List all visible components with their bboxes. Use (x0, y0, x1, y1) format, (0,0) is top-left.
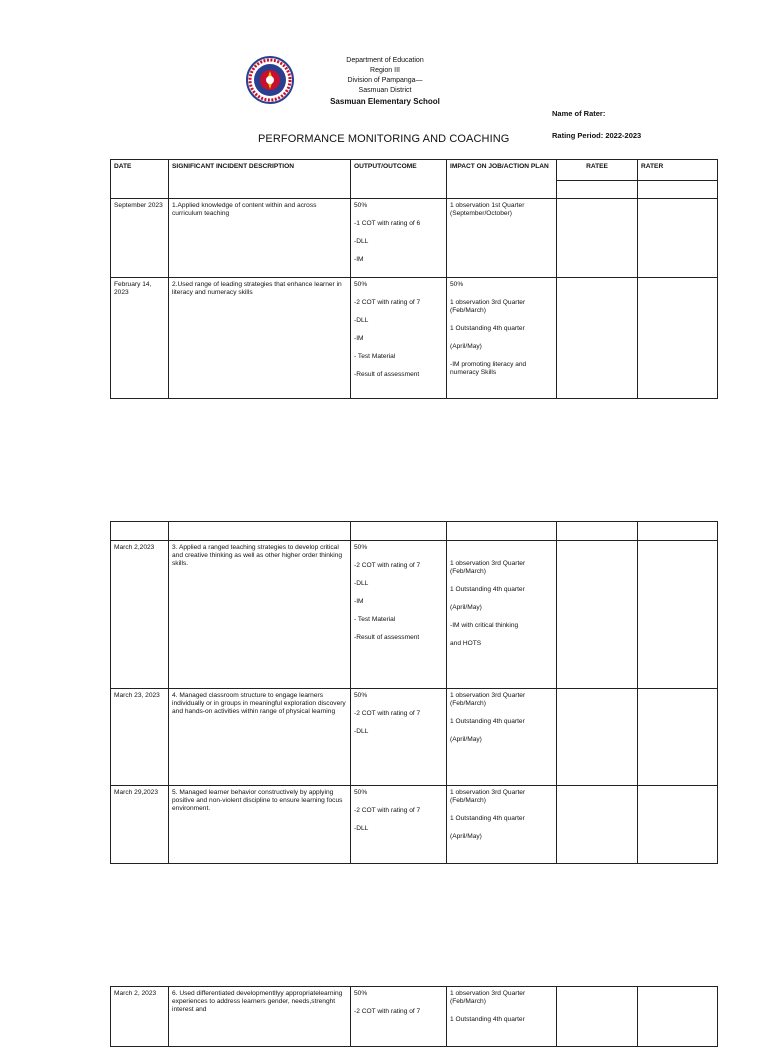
date-cell: March 29,2023 (111, 786, 169, 864)
date-cell: September 2023 (111, 199, 169, 278)
ratee-cell (557, 987, 638, 1047)
impact-cell: 1 observation 3rd Quarter (Feb/March) 1 Outstanding 4th quarter (April/May) (447, 786, 557, 864)
ratee-cell (557, 199, 638, 278)
incident-cell: 4. Managed classroom structure to engage learners individually or in groups in meaningful exploration discovery and hands-on activities within range of physical learning (169, 689, 351, 786)
impact-cell: 50% 1 observation 3rd Quarter (Feb/March) 1 Outstanding 4th quarter (April/May) -IM promoting literacy and numeracy Skills (447, 278, 557, 399)
table-row (111, 987, 718, 1047)
header-impact: IMPACT ON JOB/ACTION PLAN (447, 160, 557, 199)
ratee-cell (557, 541, 638, 689)
date-cell: March 2,2023 (111, 541, 169, 689)
output-cell: 50% -2 COT with rating of 7 -DLL -IM - Test Material -Result of assessment (351, 278, 447, 399)
deped-seal (245, 55, 295, 105)
table-row (111, 199, 718, 278)
impact-cell: 1 observation 3rd Quarter (Feb/March) 1 Outstanding 4th quarter (April/May) (447, 689, 557, 786)
incident-cell: 6. Used differentiated developmentllyy appropriatelearning experiences to address learners gender, needs,strenght interest and (169, 987, 351, 1047)
rater-name-label: Name of Rater: (552, 109, 606, 118)
table-row (111, 689, 718, 786)
rater-cell (638, 689, 718, 786)
ratee-subheader-cell (557, 181, 638, 199)
output-cell: 50% -2 COT with rating of 7 -DLL (351, 786, 447, 864)
table-row (111, 541, 718, 689)
impact-cell: 1 observation 3rd Quarter (Feb/March) 1 Outstanding 4th quarter (447, 987, 557, 1047)
incident-cell: 1.Applied knowledge of content within and across curriculum teaching (169, 199, 351, 278)
ratee-cell (557, 278, 638, 399)
district-name: Sasmuan District (358, 87, 412, 94)
ratee-cell (557, 689, 638, 786)
output-cell: 50% -1 COT with rating of 6 -DLL -IM (351, 199, 447, 278)
blank-header-row (111, 522, 718, 541)
rater-cell (638, 199, 718, 278)
rater-subheader-cell (638, 181, 718, 199)
performance-table-2 (110, 521, 718, 864)
table-row (111, 786, 718, 864)
performance-table-3 (110, 986, 718, 1047)
impact-cell: 1 observation 3rd Quarter (Feb/March) 1 Outstanding 4th quarter (April/May) -IM with critical thinking and HOTS (447, 541, 557, 689)
performance-table-1 (110, 159, 718, 399)
impact-cell: 1 observation 1st Quarter (September/October) (447, 199, 557, 278)
ratee-cell (557, 786, 638, 864)
header-ratee: RATEE (557, 160, 638, 181)
header-rater: RATER (638, 160, 718, 181)
rater-cell (638, 278, 718, 399)
rater-cell (638, 786, 718, 864)
output-cell: 50% -2 COT with rating of 7 -DLL -IM - Test Material -Result of assessment (351, 541, 447, 689)
school-name: Sasmuan Elementary School (330, 97, 440, 106)
region-name: Region III (370, 67, 400, 74)
header-output: OUTPUT/OUTCOME (351, 160, 447, 199)
rating-period-label: Rating Period: 2022-2023 (552, 131, 642, 140)
output-cell: 50% -2 COT with rating of 7 (351, 987, 447, 1047)
output-cell: 50% -2 COT with rating of 7 -DLL (351, 689, 447, 786)
incident-cell: 2.Used range of leading strategies that enhance learner in literacy and numeracy skills (169, 278, 351, 399)
division-name: Division of Pampanga— (347, 77, 423, 84)
header-incident: SIGNIFICANT INCIDENT DESCRIPTION (169, 160, 351, 199)
table-row (111, 278, 718, 399)
date-cell: March 23, 2023 (111, 689, 169, 786)
header-date: DATE (111, 160, 169, 199)
agency-name: Department of Education (346, 57, 424, 64)
date-cell: March 2, 2023 (111, 987, 169, 1047)
rater-cell (638, 541, 718, 689)
document-title: PERFORMANCE MONITORING AND COACHING (258, 133, 510, 145)
rater-cell (638, 987, 718, 1047)
incident-cell: 5. Managed learner behavior constructively by applying positive and non-violent discipline to ensure learning focus environment. (169, 786, 351, 864)
date-cell: February 14, 2023 (111, 278, 169, 399)
incident-cell: 3. Applied a ranged teaching strategies to develop critical and creative thinking as well as other higher order thinking skills. (169, 541, 351, 689)
